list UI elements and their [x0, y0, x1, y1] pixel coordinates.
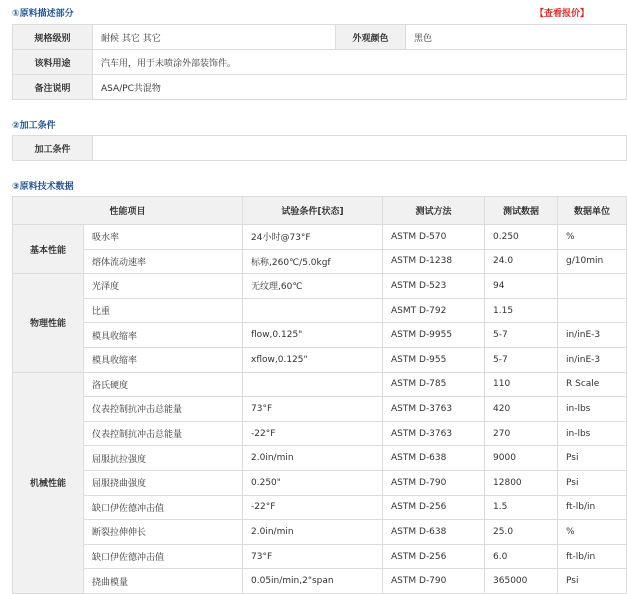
table-row — [13, 249, 627, 274]
test-method: ASTM D-3763 — [383, 397, 485, 422]
property-name: 模具收缩率 — [84, 347, 243, 372]
test-condition: 0.250" — [243, 470, 383, 495]
data-unit: ft-lb/in — [558, 544, 627, 569]
test-condition — [243, 372, 383, 397]
spec-value: 耐候 其它 其它 — [93, 25, 336, 50]
data-unit: Psi — [558, 470, 627, 495]
data-unit: R Scale — [558, 372, 627, 397]
test-condition: -22°F — [243, 495, 383, 520]
property-name: 比重 — [84, 298, 243, 323]
header-data-unit: 数据单位 — [558, 197, 627, 225]
test-method: ASTM D-638 — [383, 446, 485, 471]
view-quote-link[interactable]: 【查看报价】 — [534, 9, 589, 19]
test-condition: 73°F — [243, 397, 383, 422]
test-method: ASTM D-790 — [383, 569, 485, 594]
data-unit: in/inE-3 — [558, 323, 627, 348]
table-row — [13, 470, 627, 495]
color-value: 黑色 — [406, 25, 627, 50]
test-method: ASTM D-9955 — [383, 323, 485, 348]
property-name: 挠曲模量 — [84, 569, 243, 594]
test-condition: 无纹理,60℃ — [243, 274, 383, 299]
data-unit: ft-lb/in — [558, 495, 627, 520]
table-row — [13, 421, 627, 446]
color-label: 外观颜色 — [336, 25, 406, 50]
test-method: ASTM D-1238 — [383, 249, 485, 274]
test-value: 110 — [485, 372, 558, 397]
property-name: 屈服挠曲强度 — [84, 470, 243, 495]
remark-row — [13, 75, 627, 100]
property-name: 洛氏硬度 — [84, 372, 243, 397]
data-unit — [558, 298, 627, 323]
category-label: 物理性能 — [13, 274, 84, 372]
test-condition: flow,0.125" — [243, 323, 383, 348]
header-test-condition: 试验条件[状态] — [243, 197, 383, 225]
data-unit: Psi — [558, 569, 627, 594]
table-row — [13, 298, 627, 323]
test-method: ASTM D-3763 — [383, 421, 485, 446]
table-row — [13, 520, 627, 545]
processing-label: 加工条件 — [13, 136, 93, 161]
data-unit: in-lbs — [558, 397, 627, 422]
property-name: 屈服抗拉强度 — [84, 446, 243, 471]
test-condition: 2.0in/min — [243, 520, 383, 545]
test-value: 25.0 — [485, 520, 558, 545]
table-row — [13, 323, 627, 348]
test-condition: 73°F — [243, 544, 383, 569]
property-name: 模具收缩率 — [84, 323, 243, 348]
section-title-technical-data: ③原料技术数据 — [12, 182, 74, 192]
processing-row — [13, 136, 627, 161]
table-row — [13, 544, 627, 569]
data-unit: Psi — [558, 446, 627, 471]
property-name: 缺口伊佐德冲击值 — [84, 544, 243, 569]
usage-value: 汽车用，用于未喷涂外部装饰件。 — [93, 50, 627, 75]
property-name: 仪表控制抗冲击总能量 — [84, 421, 243, 446]
property-name: 缺口伊佐德冲击值 — [84, 495, 243, 520]
data-unit: % — [558, 225, 627, 250]
spec-row — [13, 25, 627, 50]
table-row — [13, 225, 627, 250]
category-label: 基本性能 — [13, 225, 84, 274]
data-unit — [558, 274, 627, 299]
test-method: ASTM D-638 — [383, 520, 485, 545]
test-method: ASTM D-570 — [383, 225, 485, 250]
processing-value — [93, 136, 627, 161]
test-value: 5-7 — [485, 323, 558, 348]
spec-label: 规格级别 — [13, 25, 93, 50]
data-unit: % — [558, 520, 627, 545]
remark-value: ASA/PC共混物 — [93, 75, 627, 100]
test-method: ASTM D-785 — [383, 372, 485, 397]
table-row — [13, 569, 627, 594]
header-test-method: 测试方法 — [383, 197, 485, 225]
test-value: 270 — [485, 421, 558, 446]
test-value: 365000 — [485, 569, 558, 594]
test-value: 0.250 — [485, 225, 558, 250]
category-label: 机械性能 — [13, 372, 84, 593]
data-unit: in/inE-3 — [558, 347, 627, 372]
table-row — [13, 495, 627, 520]
header-test-data: 测试数据 — [485, 197, 558, 225]
test-condition — [243, 298, 383, 323]
material-description-table — [12, 24, 627, 100]
test-value: 420 — [485, 397, 558, 422]
test-value: 12800 — [485, 470, 558, 495]
remark-label: 备注说明 — [13, 75, 93, 100]
property-name: 吸水率 — [84, 225, 243, 250]
property-name: 断裂拉伸伸长 — [84, 520, 243, 545]
test-value: 94 — [485, 274, 558, 299]
section-title-processing-conditions: ②加工条件 — [12, 121, 56, 131]
test-condition: 2.0in/min — [243, 446, 383, 471]
table-row — [13, 446, 627, 471]
test-condition: 标称,260℃/5.0kgf — [243, 249, 383, 274]
test-condition: -22°F — [243, 421, 383, 446]
test-method: ASTM D-955 — [383, 347, 485, 372]
test-method: ASTM D-256 — [383, 495, 485, 520]
technical-data-body — [13, 225, 627, 594]
test-method: ASTM D-790 — [383, 470, 485, 495]
test-condition: xflow,0.125" — [243, 347, 383, 372]
table-row — [13, 372, 627, 397]
usage-label: 该料用途 — [13, 50, 93, 75]
test-method: ASMT D-792 — [383, 298, 485, 323]
processing-conditions-table — [12, 135, 627, 161]
test-value: 1.5 — [485, 495, 558, 520]
test-value: 6.0 — [485, 544, 558, 569]
test-value: 5-7 — [485, 347, 558, 372]
property-name: 仪表控制抗冲击总能量 — [84, 397, 243, 422]
table-row — [13, 274, 627, 299]
technical-data-header-row — [13, 197, 627, 225]
property-name: 熔体流动速率 — [84, 249, 243, 274]
section-title-material-description: ①原料描述部分 — [12, 9, 74, 19]
test-condition: 0.05in/min,2"span — [243, 569, 383, 594]
test-value: 9000 — [485, 446, 558, 471]
data-unit: g/10min — [558, 249, 627, 274]
usage-row — [13, 50, 627, 75]
test-value: 1.15 — [485, 298, 558, 323]
technical-data-table — [12, 196, 627, 594]
test-method: ASTM D-256 — [383, 544, 485, 569]
test-value: 24.0 — [485, 249, 558, 274]
test-method: ASTM D-523 — [383, 274, 485, 299]
property-name: 光泽度 — [84, 274, 243, 299]
data-unit: in-lbs — [558, 421, 627, 446]
header-property: 性能项目 — [13, 197, 243, 225]
table-row — [13, 347, 627, 372]
table-row — [13, 397, 627, 422]
test-condition: 24小时@73°F — [243, 225, 383, 250]
